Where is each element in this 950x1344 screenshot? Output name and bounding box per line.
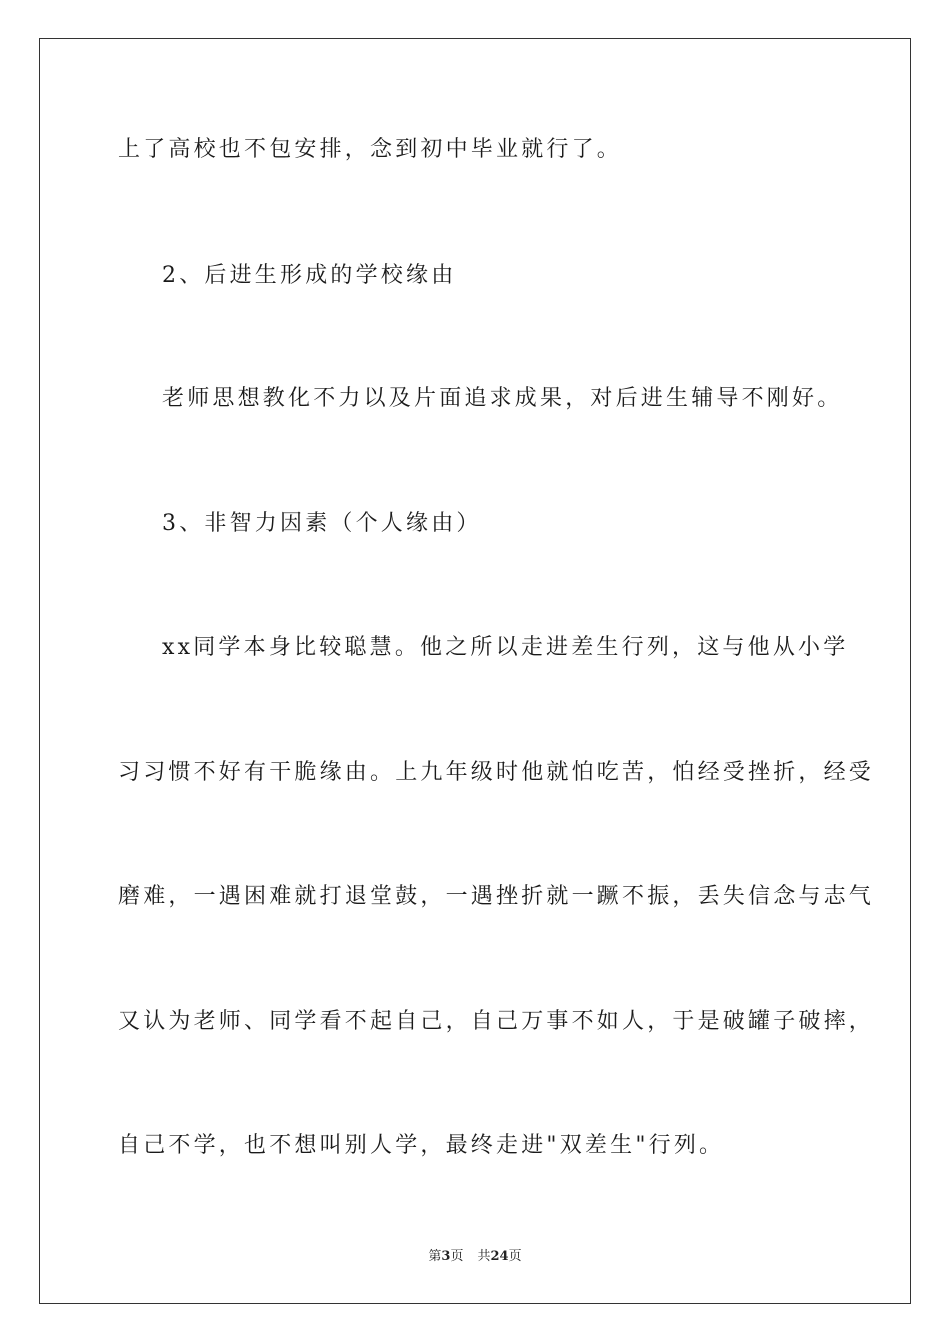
- paragraph-line: xx同学本身比较聪慧。他之所以走进差生行列，这与他从小学: [162, 635, 849, 660]
- page-border: [39, 38, 911, 1304]
- section-heading: 3、非智力因素（个人缘由）: [162, 511, 482, 536]
- page-footer: [0, 1248, 950, 1266]
- paragraph-line: 磨难，一遇困难就打退堂鼓，一遇挫折就一蹶不振，丢失信念与志气: [118, 884, 875, 909]
- page-number: 3: [441, 1249, 451, 1264]
- paragraph-line: 习习惯不好有干脆缘由。上九年级时他就怕吃苦，怕经受挫折，经受: [118, 760, 875, 785]
- total-pages-suffix: 页: [508, 1249, 522, 1264]
- paragraph-line: 又认为老师、同学看不起自己，自己万事不如人，于是破罐子破摔，: [118, 1009, 875, 1034]
- section-heading: 2、后进生形成的学校缘由: [162, 263, 457, 288]
- paragraph-line: 上了高校也不包安排，念到初中毕业就行了。: [118, 137, 623, 162]
- page-number-suffix: 页: [450, 1249, 464, 1264]
- page-number-prefix: 第: [428, 1249, 442, 1264]
- total-pages-prefix: 共: [477, 1249, 491, 1264]
- total-pages: 24: [490, 1249, 509, 1264]
- paragraph-line: 老师思想教化不力以及片面追求成果，对后进生辅导不刚好。: [162, 386, 843, 411]
- paragraph-line: 自己不学，也不想叫别人学，最终走进"双差生"行列。: [118, 1133, 725, 1158]
